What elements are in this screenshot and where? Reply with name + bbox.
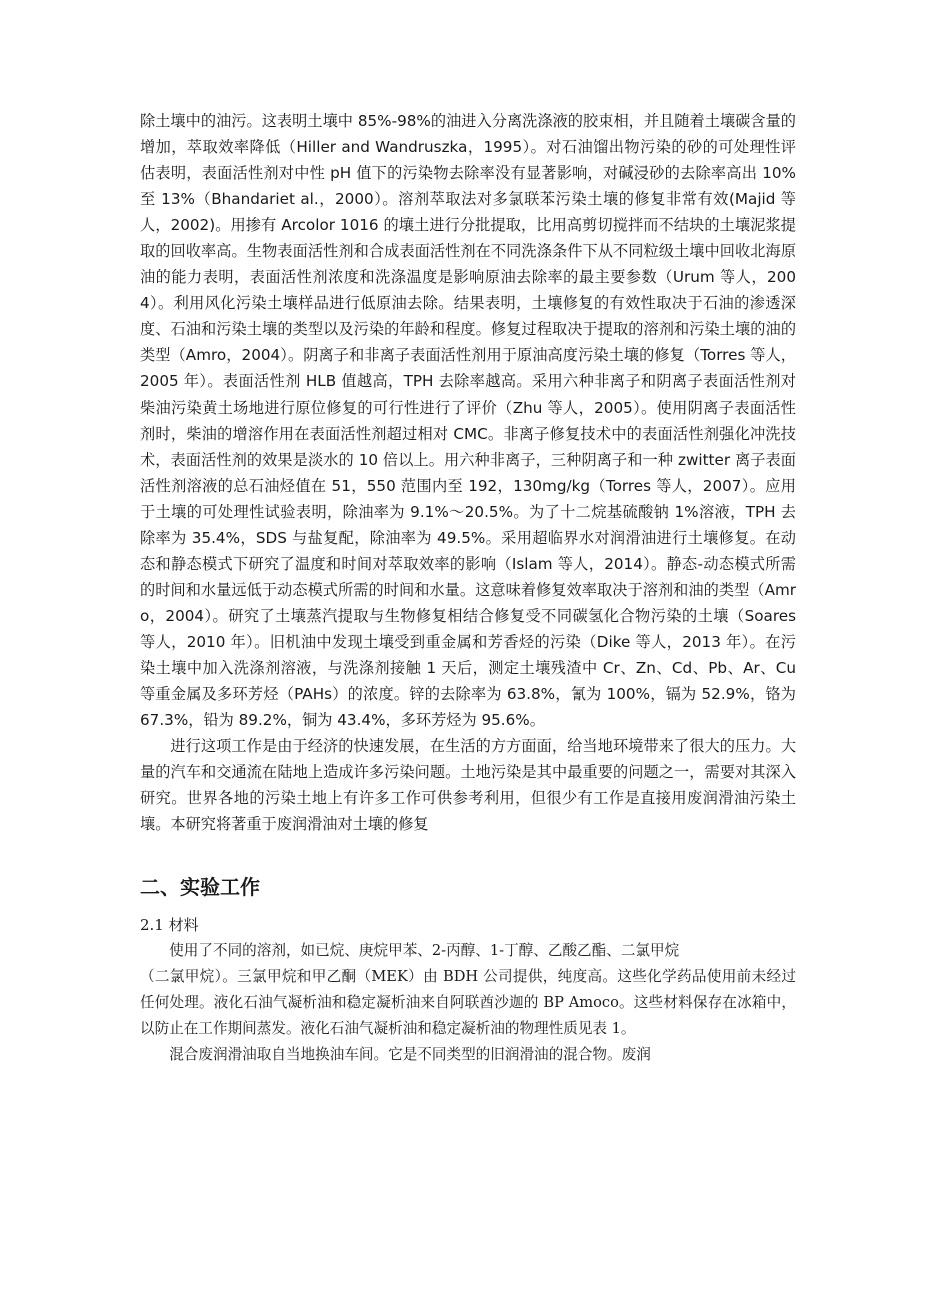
body-paragraph-2: 进行这项工作是由于经济的快速发展，在生活的方方面面，给当地环境带来了很大的压力。大量的汽车和交通流在陆地上造成许多污染问题。土地污染是其中最重要的问题之一，需要对其深入研究。世界各地的污染土地上有许多工作可供参考利用，但很少有工作是直接用废润滑油污染土壤。本研究将著重于废润滑油对土壤的修复	[140, 737, 796, 834]
subsection-heading: 2.1 材料	[140, 916, 199, 935]
body-paragraph-1: 除土壤中的油污。这表明土壤中 85%-98%的油进入分离洗涤液的胶束相，并且随着土壤碳含量的增加，萃取效率降低（Hiller and Wandruszka，1995）。对石油馏出物污染的砂的可处理性评估表明，表面活性剂对中性 pH 值下的污染物去除率没有显著影响，对碱浸砂的去除率高出 10%至 13%（Bhandariet al.，2000）。溶剂萃取法对多氯联苯污染土壤的修复非常有效(Majid 等人，2002)。用掺有 Arcolor 1016 的壤土进行分批提取，比用高剪切搅拌而不结块的土壤泥浆提取的回收率高。生物表面活性剂和合成表面活性剂在不同洗涤条件下从不同粒级土壤中回收北海原油的能力表明，表面活性剂浓度和洗涤温度是影响原油去除率的最主要参数（Urum 等人，2004）。利用风化污染土壤样品进行低原油去除。结果表明，土壤修复的有效性取决于石油的渗透深度、石油和污染土壤的类型以及污染的年龄和程度。修复过程取决于提取的溶剂和污染土壤的油的类型（Amro，2004）。阴离子和非离子表面活性剂用于原油高度污染土壤的修复（Torres 等人，2005 年）。表面活性剂 HLB 值越高，TPH 去除率越高。采用六种非离子和阴离子表面活性剂对柴油污染黄土场地进行原位修复的可行性进行了评价（Zhu 等人，2005）。使用阴离子表面活性剂时，柴油的增溶作用在表面活性剂超过相对 CMC。非离子修复技术中的表面活性剂强化冲洗技术，表面活性剂的效果是淡水的 10 倍以上。用六种非离子，三种阴离子和一种 zwitter 离子表面活性剂溶液的总石油烃值在 51，550 范围内至 192，130mg/kg（Torres 等人，2007）。应用于土壤的可处理性试验表明，除油率为 9.1%～20.5%。为了十二烷基硫酸钠 1%溶液，TPH 去除率为 35.4%，SDS 与盐复配，除油率为 49.5%。采用超临界水对润滑油进行土壤修复。在动态和静态模式下研究了温度和时间对萃取效率的影响（Islam 等人，2014）。静态-动态模式所需的时间和水量远低于动态模式所需的时间和水量。这意味着修复效率取决于溶剂和油的类型（Amro，2004）。研究了土壤蒸汽提取与生物修复相结合修复受不同碳氢化合物污染的土壤（Soares 等人，2010 年）。旧机油中发现土壤受到重金属和芳香烃的污染（Dike 等人，2013 年）。在污染土壤中加入洗涤剂溶液，与洗涤剂接触 1 天后，测定土壤残渣中 Cr、Zn、Cd、Pb、Ar、Cu 等重金属及多环芳烃（PAHs）的浓度。锌的去除率为 63.8%，氰为 100%，镉为 52.9%，铬为 67.3%，铅为 89.2%，铜为 43.4%，多环芳烃为 95.6%。	[140, 112, 796, 730]
document-page	[140, 108, 796, 1068]
materials-paragraph-2: 混合废润滑油取自当地换油车间。它是不同类型的旧润滑油的混合物。废润	[169, 1046, 651, 1064]
section-heading: 二、实验工作	[140, 875, 260, 900]
materials-paragraph-line1: 使用了不同的溶剂，如已烷、庚烷甲苯、2-丙醇、1-丁醇、乙酸乙酯、二氯甲烷	[169, 942, 680, 960]
materials-paragraph: （二氯甲烷）。三氯甲烷和甲乙酮（MEK）由 BDH 公司提供，纯度高。这些化学药品使用前未经过任何处理。液化石油气凝析油和稳定凝析油来自阿联酋沙迦的 BP Amoco。这些材料保存在冰箱中，以防止在工作期间蒸发。液化石油气凝析油和稳定凝析油的物理性质见表 1。	[140, 968, 796, 1038]
